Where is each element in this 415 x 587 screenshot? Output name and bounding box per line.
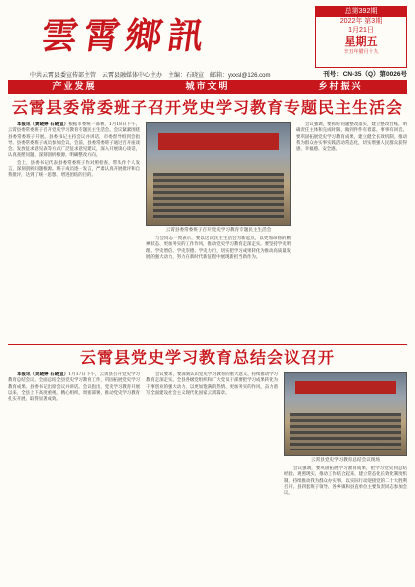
article2-text: 会议强调，要巩固拓展学习教育成果，把学习党史同总结经验、观照现实、推动工作结合起来，建立常态化长效化制度机制，持续推动我为群众办实事，以实际行动迎接党的二十大胜利召开。县四套班子领导、各乡镇和县直单位主要负责同志参加会议。 (284, 466, 407, 497)
newspaper-title: 雲霄鄉訊 (38, 15, 213, 57)
article1-text: 与会同志一致表示，要以这次民主生活会为新起点，以更加昂扬的精神状态、更加务实的工作作风，推动党史学习教育走深走实。要坚持学史明理、学史增信、学史崇德、学史力行，切实把学习成果转化为推动高质量发展的强大动力，努力在新时代新征程中展现新担当新作为。 (146, 236, 291, 260)
photo-attendees (153, 173, 285, 219)
issue-info-box (315, 6, 407, 68)
banner-item: 产业发展 (52, 82, 97, 92)
article1-photo-caption: 云霄县委常委班子召开党史学习教育专题民主生活会 (165, 227, 272, 232)
banner-item: 城市文明 (185, 82, 230, 92)
article2-photo (284, 372, 407, 456)
article2-lead: 本报讯（吴晓婷 石晓宣） (17, 372, 69, 377)
article1-column-1 (8, 122, 140, 342)
article2-text: 1月17日下午，云霄县召开党史学习教育总结会议，全面总结全县党史学习教育工作，巩固拓展党史学习教育成果。县委书记出席会议并讲话。会议指出，党史学习教育开展以来，全县上下高度重视，精心组织，周密部署，推动党史学习教育扎实开展、取得显著成效。 (8, 372, 140, 403)
article2-column-3 (284, 466, 407, 580)
masthead (8, 6, 407, 68)
issue-year: 2022年 第3期 (339, 18, 383, 25)
article1-text: 根据市委统一部署，1月18日下午，云霄县委常委班子召开党史学习教育专题民主生活会。会议紧紧围绕县委常委班子开展。县委书记主持会议并讲话，市委督导组到会指导。县委常委班子成员参加会议。会前，县委常委班子通过召开座谈会、发放征求意见表等方式广泛征求意见建议，深入开展谈心谈话，认真查摆问题，深刻剖析根源，明确整改方向。 (8, 122, 140, 159)
article1-column-2 (146, 236, 291, 342)
banner-item: 乡村振兴 (318, 82, 363, 92)
article1-headline: 云霄县委常委班子召开党史学习教育专题民主生活会 (11, 98, 403, 117)
article2-text: 会议要求，要深刻认识党史学习教育的重大意义，持续推动学习教育走深走实。全县各级党组织和广大党员干部要把学习成果转化为干事创业的强大动力，以更加饱满的热情、更加务实的作风，奋力谱写全面建设社会主义现代化国家云霄篇章。 (146, 372, 278, 396)
photo-stage (158, 133, 278, 149)
issue-date: 1月21日 (348, 27, 374, 34)
article1-column-3 (296, 122, 407, 342)
article2-photo-caption: 云霄县党史学习教育总结会议现场 (311, 457, 380, 462)
article2-column-2 (146, 372, 278, 580)
article1-lead: 本报讯（黄晓婷 石晓宣） (17, 122, 69, 127)
issue-weekday: 星期五 (344, 35, 378, 48)
article1-text: 会上，县委书记代表县委常委班子作对照检查，带头作个人发言，深刻剖析问题根源。班子成员逐一发言，严肃认真开展批评和自我批评，达到了统一思想、增进团结的目的。 (8, 160, 140, 179)
issue-lunar-date: 辛丑年腊月十九 (343, 49, 379, 55)
section-divider (8, 344, 407, 345)
article2-column-1 (8, 372, 140, 580)
photo-stage (295, 381, 397, 394)
issue-total: 总第392期 (316, 7, 406, 17)
publication-code: 刊号：CN-35（Q）第0026号 (323, 71, 407, 78)
sponsor-line: 中共云霄县委宣传部主管 云霄县融媒体中心主办 主编：石晓宣 邮箱：yxxsl@126.com (30, 73, 271, 79)
section-banner (8, 80, 407, 94)
article1-text: 会议强调，要抓好问题整改落实，建立整改台账，明确责任主体和完成时限，做到件件有着落、事事有回音。要巩固拓展党史学习教育成果，建立健全长效机制，推动我为群众办实事实践活动常态化，切实增强人民群众获得感、幸福感、安全感。 (296, 122, 407, 153)
article2-headline: 云霄县党史学习教育总结会议召开 (79, 348, 335, 367)
photo-attendees (290, 413, 401, 450)
article1-photo (146, 122, 291, 226)
